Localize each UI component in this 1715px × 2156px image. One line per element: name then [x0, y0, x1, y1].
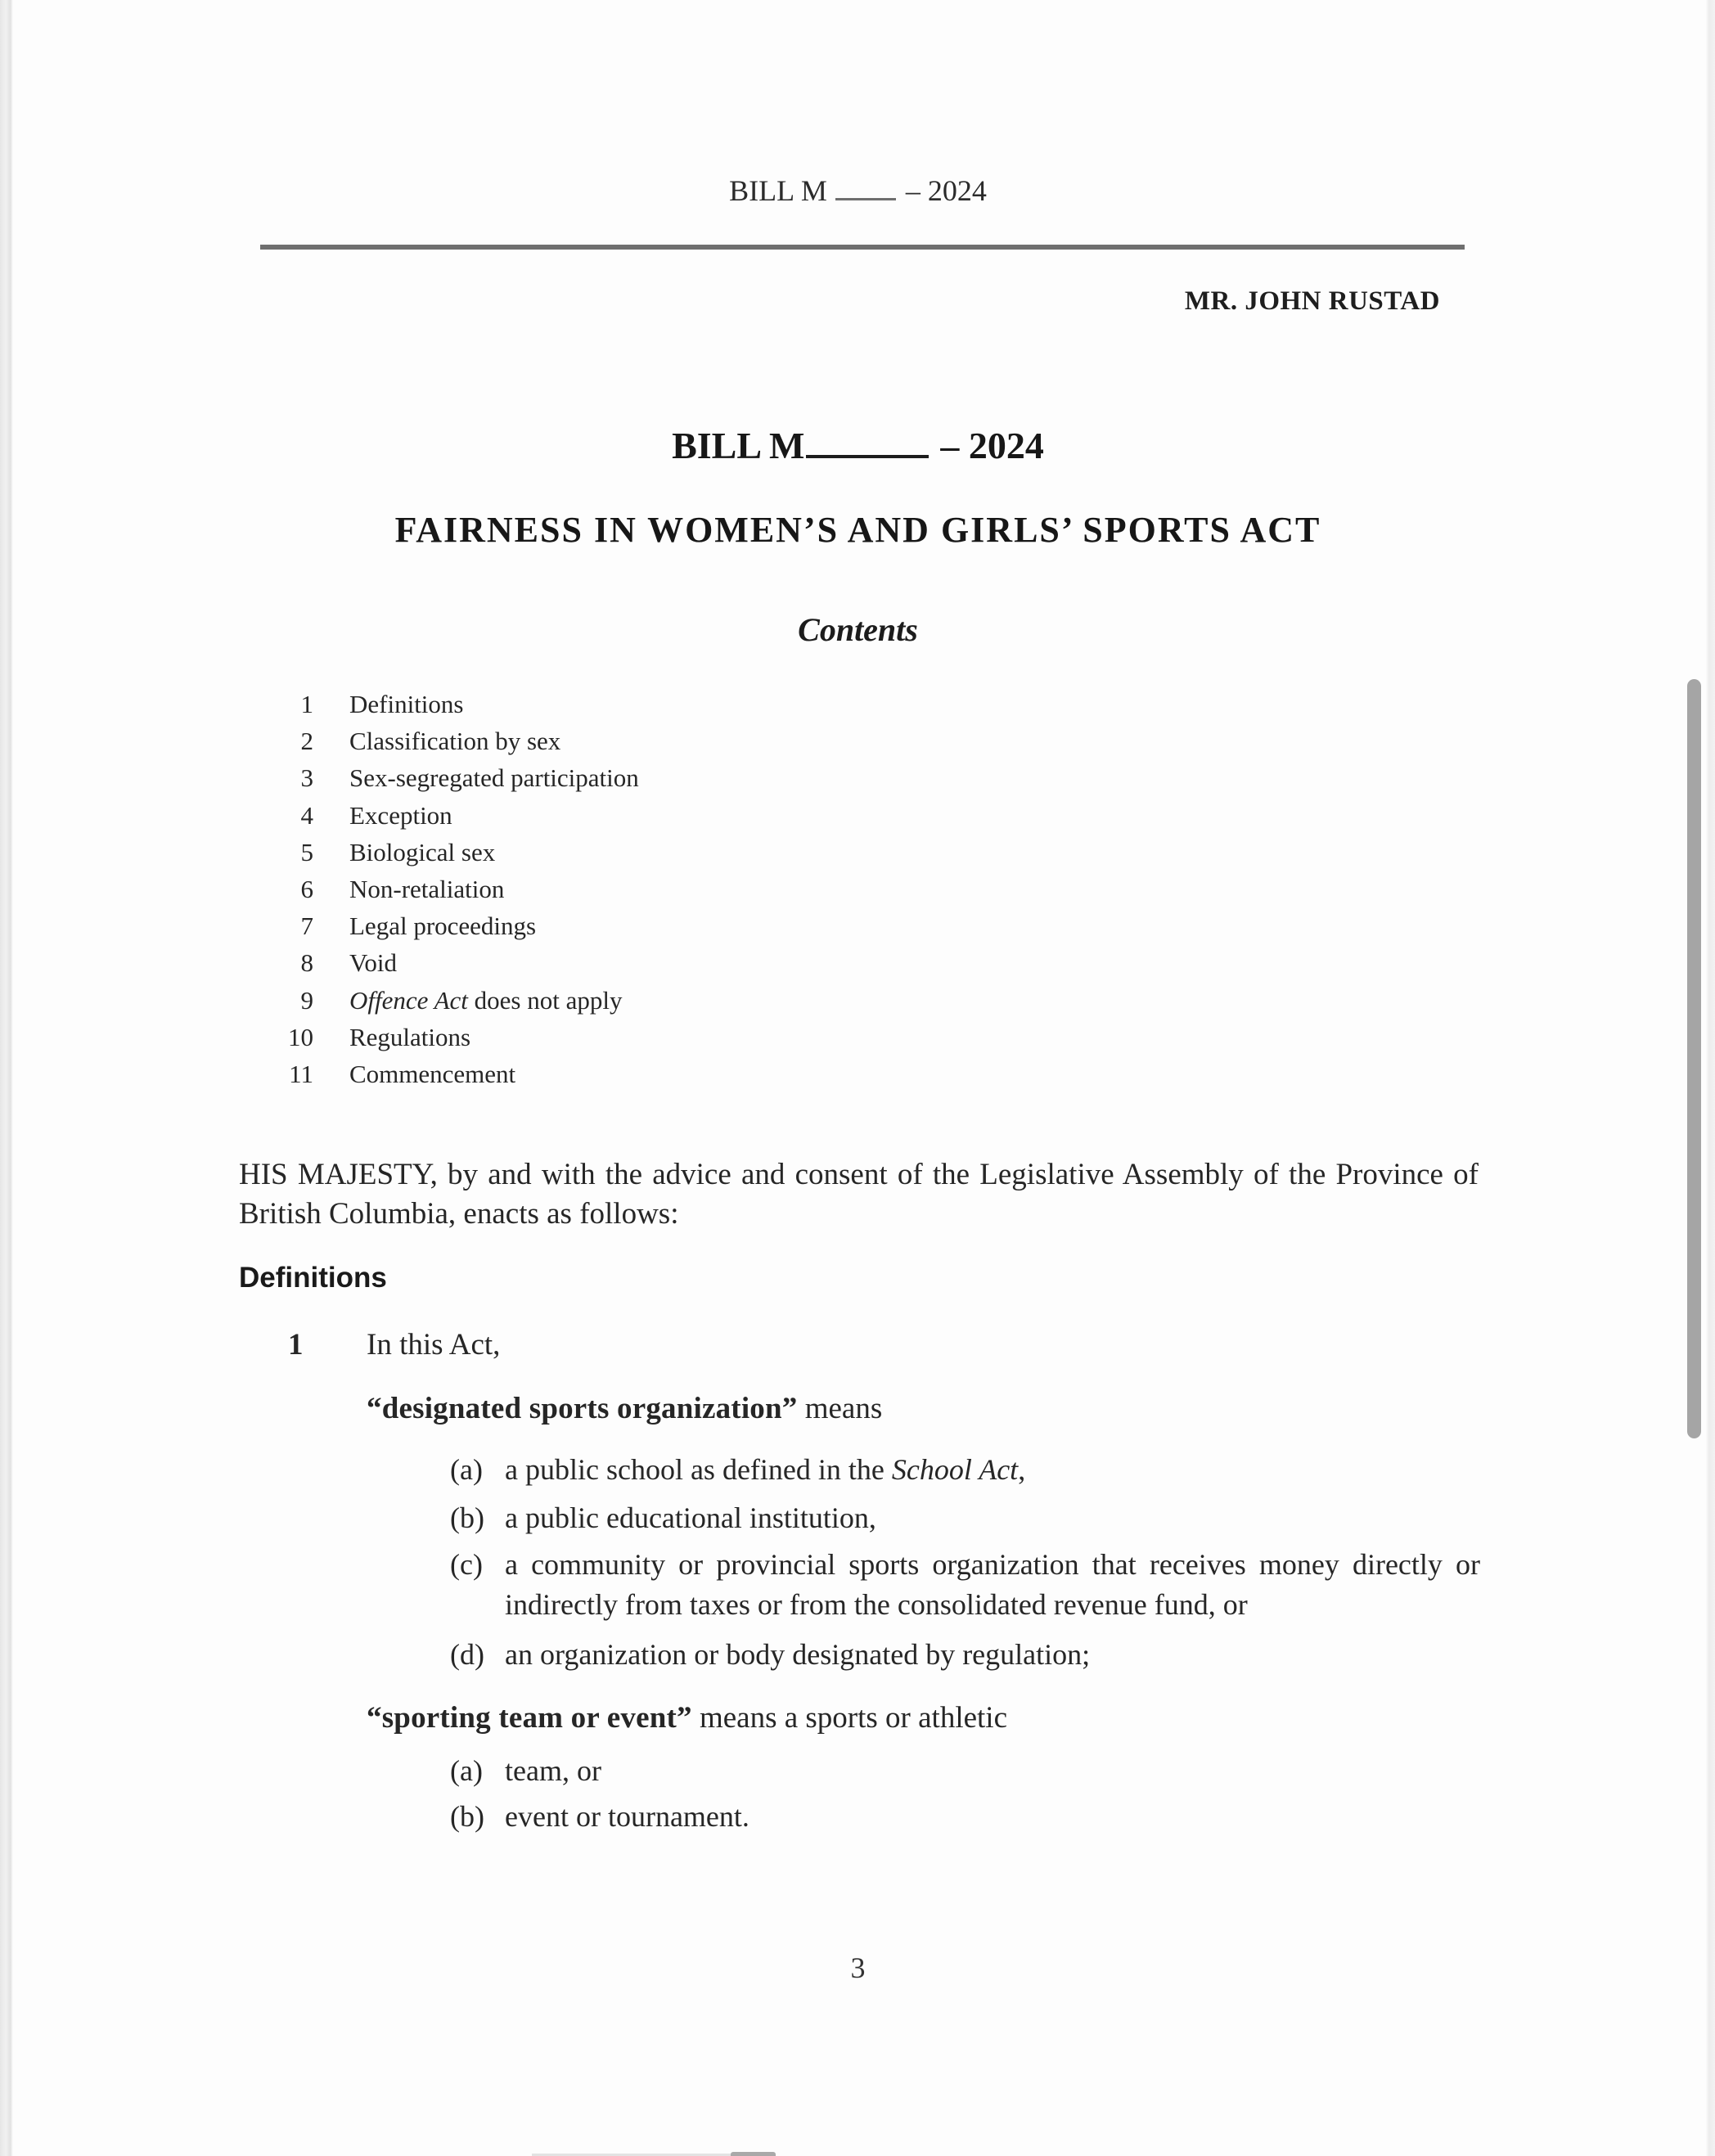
- running-header-bill-suffix: – 2024: [905, 174, 987, 207]
- clause-marker: (c): [450, 1548, 483, 1581]
- contents-item-number: 8: [300, 948, 313, 978]
- contents-item-number: 2: [300, 727, 313, 756]
- clause-text: [505, 1450, 1480, 1490]
- section-text: In this Act,: [367, 1328, 501, 1362]
- contents-item-number: 5: [300, 837, 313, 866]
- contents-item-8: [239, 944, 639, 981]
- contents-item-4: [239, 797, 639, 834]
- contents-item-number: 3: [300, 763, 313, 793]
- contents-item-5: [239, 834, 639, 871]
- blank-line-large: [806, 430, 929, 458]
- contents-list: [239, 686, 639, 1092]
- page-number: 3: [850, 1951, 866, 1984]
- clause-def1-c: [450, 1545, 1480, 1625]
- contents-item-number: 6: [300, 875, 313, 904]
- clause-def2-b: [450, 1797, 1480, 1837]
- clause-text: event or tournament.: [505, 1800, 749, 1833]
- contents-item-label: Non-retaliation: [349, 875, 505, 904]
- contents-item-label-rest: does not apply: [467, 985, 623, 1015]
- contents-item-number: 7: [300, 911, 313, 941]
- page-bottom-artifact: [731, 2152, 776, 2156]
- contents-item-11: [239, 1055, 639, 1092]
- contents-item-number: 4: [300, 800, 313, 830]
- page-left-edge: [0, 0, 13, 2156]
- contents-item-label: Regulations: [349, 1022, 471, 1051]
- defined-term: “sporting team or event”: [367, 1701, 692, 1735]
- clause-text-italic: School Act: [891, 1453, 1019, 1486]
- enacting-clause: HIS MAJESTY, by and with the advice and consent of the Legislative Assembly of the Province of British Columbia, enacts as follows:: [239, 1158, 1479, 1231]
- contents-item-number: 10: [288, 1022, 313, 1051]
- bill-title-suffix: – 2024: [940, 425, 1044, 466]
- contents-item-label: Biological sex: [349, 837, 496, 866]
- clause-text: team, or: [505, 1754, 601, 1787]
- contents-item-label-italic: Offence Act: [349, 985, 468, 1015]
- act-title: FAIRNESS IN WOMEN’S AND GIRLS’ SPORTS ACT: [394, 510, 1321, 550]
- definition-sporting-team-or-event: [367, 1700, 1007, 1735]
- section-1: [239, 1327, 500, 1362]
- clause-marker: (b): [450, 1501, 484, 1534]
- contents-item-label: [349, 986, 622, 1015]
- contents-item-label: Commencement: [349, 1060, 516, 1089]
- clause-text-post: ,: [1018, 1453, 1026, 1486]
- clause-text: an organization or body designated by regulation;: [505, 1638, 1091, 1671]
- contents-item-10: [239, 1019, 639, 1055]
- definitions-heading: Definitions: [239, 1262, 387, 1294]
- clause-text: a public educational institution,: [505, 1501, 876, 1534]
- clause-def2-a: [450, 1751, 1480, 1791]
- definition-lead-in: means a sports or athletic: [691, 1701, 1008, 1735]
- contents-item-9: [239, 982, 639, 1019]
- contents-item-number: 9: [300, 985, 313, 1015]
- clause-def1-a: [450, 1450, 1480, 1490]
- contents-item-label: Definitions: [349, 690, 464, 718]
- contents-item-number: 11: [289, 1060, 313, 1089]
- contents-item-label: Classification by sex: [349, 727, 561, 756]
- contents-item-3: [239, 759, 639, 796]
- section-number: 1: [288, 1328, 304, 1362]
- bill-title-prefix: BILL M: [672, 425, 805, 466]
- clause-marker: (b): [450, 1800, 484, 1833]
- definition-lead-in: means: [797, 1392, 883, 1425]
- clause-text: a community or provincial sports organization that receives money directly or indirectly from taxes or from the consolidated revenue fund, or: [505, 1548, 1480, 1621]
- header-rule: [260, 245, 1465, 250]
- clause-marker: (d): [450, 1638, 484, 1671]
- contents-heading: Contents: [798, 611, 918, 648]
- contents-item-label: Sex-segregated participation: [349, 763, 639, 793]
- running-header: [239, 173, 1477, 208]
- contents-item-number: 1: [300, 690, 313, 718]
- contents-item-6: [239, 871, 639, 907]
- contents-item-label: Exception: [349, 800, 452, 830]
- contents-item-1: [239, 686, 639, 722]
- clause-def1-b: [450, 1498, 1480, 1538]
- scrollbar-thumb[interactable]: [1687, 679, 1701, 1438]
- clause-text-pre: a public school as defined in the: [505, 1453, 892, 1486]
- blank-line-small: [835, 178, 896, 200]
- contents-item-label: Void: [349, 948, 398, 978]
- bill-number-title: [239, 424, 1477, 467]
- contents-item-2: [239, 722, 639, 759]
- defined-term: “designated sports organization”: [367, 1392, 798, 1425]
- scrollbar-track[interactable]: [1705, 0, 1715, 2156]
- member-name: MR. JOHN RUSTAD: [1184, 286, 1440, 316]
- running-header-bill-prefix: BILL M: [729, 174, 827, 207]
- clause-def1-d: [450, 1635, 1480, 1675]
- clause-marker: (a): [450, 1453, 483, 1486]
- definition-designated-sports-organization: [367, 1391, 882, 1426]
- clause-marker: (a): [450, 1754, 483, 1787]
- contents-item-7: [239, 907, 639, 944]
- contents-item-label: Legal proceedings: [349, 911, 537, 941]
